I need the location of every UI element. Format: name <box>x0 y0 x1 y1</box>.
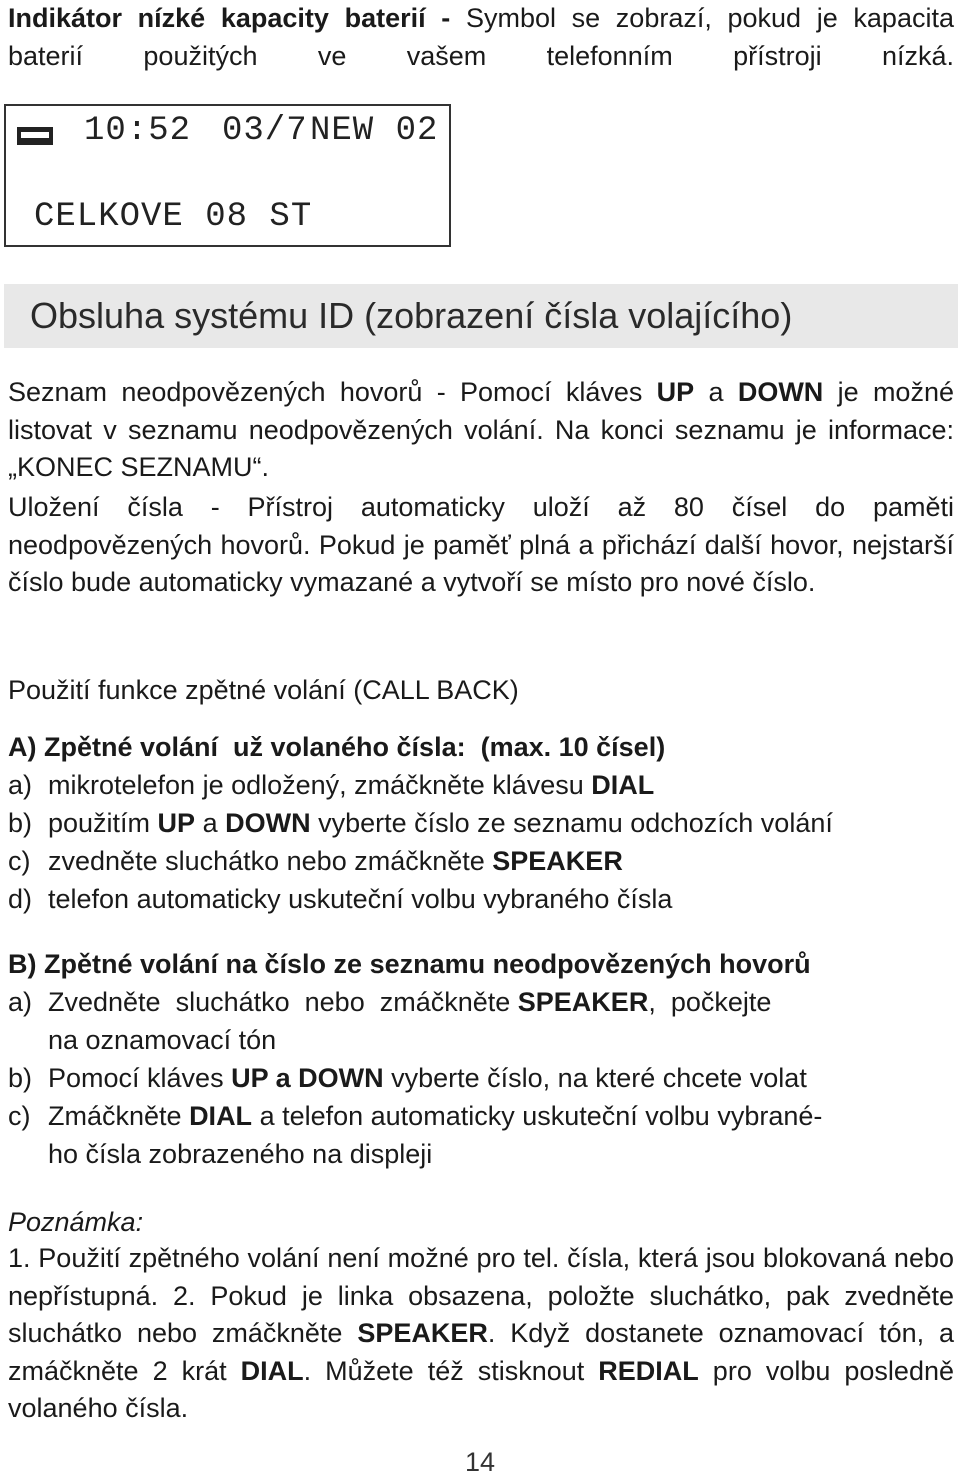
section-b-item-a <box>8 984 954 1059</box>
list-text: , počkejte <box>648 987 772 1017</box>
lcd-date: 03/7 <box>222 112 308 150</box>
list-text: vyberte číslo ze seznamu odchozích volání <box>310 808 833 838</box>
dial-key-label: DIAL <box>591 770 655 800</box>
battery-indicator-title: Indikátor nízké kapacity baterií - <box>8 3 451 33</box>
up-key-label: UP <box>656 377 695 407</box>
redial-key-label: REDIAL <box>598 1355 699 1386</box>
missed-list-paragraph <box>8 374 954 487</box>
section-a-item-b <box>8 805 954 843</box>
list-label: d) <box>8 884 33 914</box>
section-b-item-b <box>8 1060 954 1098</box>
up-key-label: UP <box>157 808 196 838</box>
speaker-key-label: SPEAKER <box>357 1318 488 1348</box>
page-number: 14 <box>464 1447 496 1477</box>
section-b-item-c <box>8 1098 954 1173</box>
note-text-1: 1. Použití zpětného volání není možné pro tel. čísla, která jsou blokovaná nebo nepřístupná. 2. Pokud je linka obsazena, položte sluchátko, pak zvedněte sluchátko nebo zmáčkněte <box>8 1243 954 1348</box>
list-text-continued: ho čísla zobrazeného na displeji <box>48 1138 433 1169</box>
list-label: c) <box>8 1101 31 1131</box>
list-text: a telefon automaticky uskuteční volbu vybrané- <box>252 1101 823 1131</box>
section-b-heading-text: B) Zpětné volání na číslo ze seznamu neodpovězených hovorů <box>8 949 811 979</box>
list-label: a) <box>8 987 33 1017</box>
speaker-key-label: SPEAKER <box>517 987 649 1017</box>
section-a-heading <box>8 729 954 767</box>
note-paragraph <box>8 1240 954 1428</box>
battery-indicator-paragraph <box>8 0 954 75</box>
up-down-key-label: UP a DOWN <box>231 1063 384 1093</box>
list-label: a) <box>8 770 33 800</box>
battery-low-icon <box>16 124 56 148</box>
list-text: zvedněte sluchátko nebo zmáčkněte <box>48 846 493 876</box>
list-text: Zvedněte sluchátko nebo zmáčkněte <box>48 987 518 1017</box>
lcd-total: CELKOVE 08 ST <box>34 198 313 236</box>
call-back-heading: Použití funkce zpětné volání (CALL BACK) <box>8 675 519 705</box>
list-text: použitím <box>48 808 158 838</box>
section-b-heading <box>8 946 954 984</box>
lcd-time: 10:52 <box>84 112 192 150</box>
list-text: a <box>195 808 226 838</box>
missed-list-text-1: Seznam neodpovězených hovorů - Pomocí kláves <box>8 377 657 407</box>
section-a-item-a <box>8 767 954 805</box>
saving-paragraph: Uložení čísla - Přístroj automaticky uloží až 80 čísel do paměti neodpovězených hovorů. Pokud je paměť plná a přichází další hovor, nejstarší číslo bude automaticky vymazané a vytvoří se místo pro nové číslo. <box>8 492 954 597</box>
dial-key-label: DIAL <box>240 1355 304 1386</box>
list-text: vyberte číslo, na které chcete volat <box>383 1063 807 1093</box>
down-key-label: DOWN <box>737 377 824 407</box>
section-a-item-d <box>8 881 954 919</box>
speaker-key-label: SPEAKER <box>492 846 623 876</box>
list-label: c) <box>8 846 31 876</box>
down-key-label: DOWN <box>225 808 311 838</box>
section-a-heading-text: A) Zpětné volání už volaného čísla: (max. 10 čísel) <box>8 732 666 762</box>
list-text: telefon automaticky uskuteční volbu vybraného čísla <box>48 884 673 914</box>
missed-list-text-2: je možné listovat v seznamu neodpovězených volání. Na konci seznamu je informace: „KONEC SEZNAMU“. <box>8 377 954 482</box>
list-label: b) <box>8 808 33 838</box>
lcd-display <box>4 104 451 247</box>
list-text: mikrotelefon je odložený, zmáčkněte klávesu <box>48 770 592 800</box>
section-a-item-c <box>8 843 954 881</box>
note-text-2: . Když dostanete oznamovací tón, a zmáčkněte 2 krát <box>8 1318 954 1386</box>
missed-list-and: a <box>694 377 738 407</box>
lcd-new-count: NEW 02 <box>310 112 439 150</box>
list-text-continued: na oznamovací tón <box>48 1024 277 1055</box>
note-heading: Poznámka: <box>8 1207 144 1237</box>
battery-indicator-text: Symbol se zobrazí, pokud je kapacita baterií použitých ve vašem telefonním přístroji nízká. <box>8 3 954 71</box>
list-text: Zmáčkněte <box>48 1101 190 1131</box>
list-label: b) <box>8 1063 33 1093</box>
dial-key-label: DIAL <box>189 1101 253 1131</box>
section-title: Obsluha systému ID (zobrazení čísla volajícího) <box>30 295 793 336</box>
note-text-4: pro volbu posledně volaného čísla. <box>8 1355 954 1423</box>
list-text: Pomocí kláves <box>48 1063 232 1093</box>
note-text-3: . Můžete též stisknout <box>303 1355 599 1386</box>
